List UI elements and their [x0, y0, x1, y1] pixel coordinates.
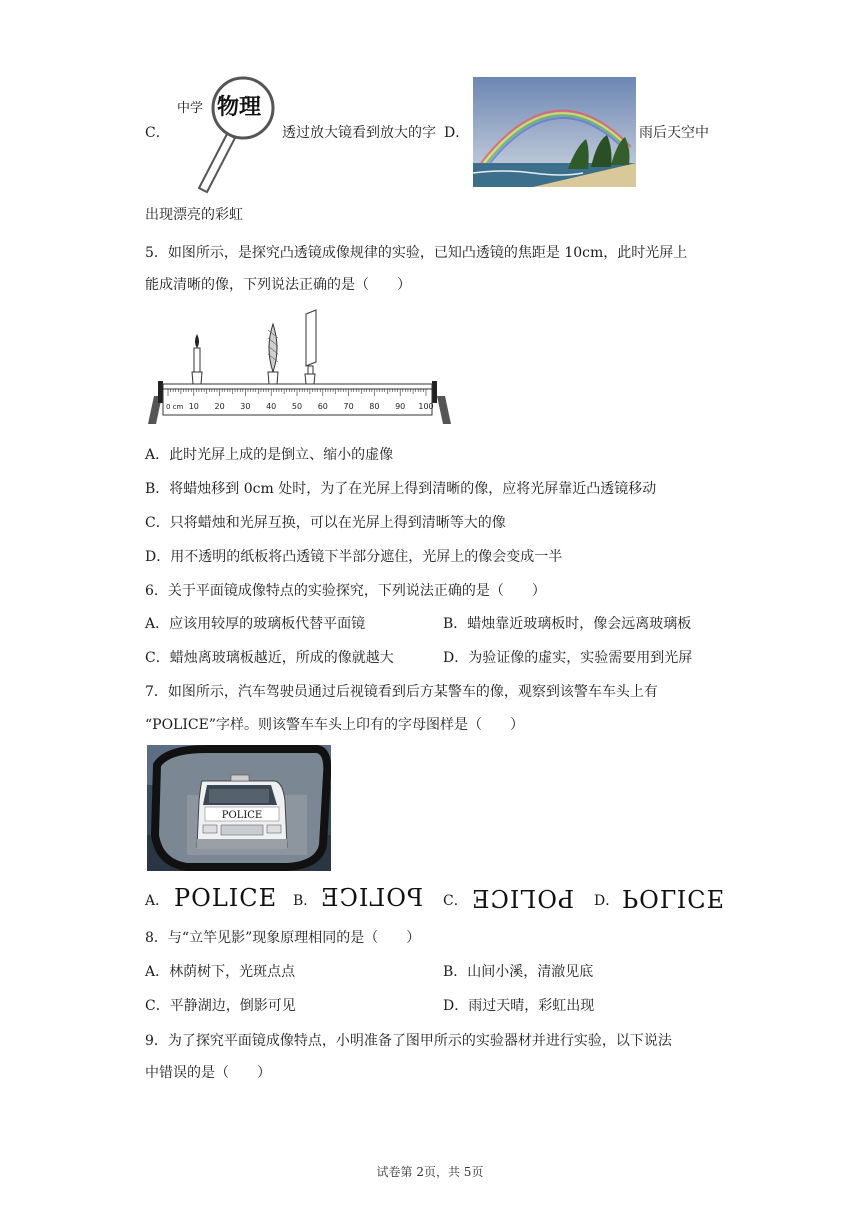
ruler-tick-label: 90 [395, 402, 406, 411]
ruler-tick-label: 40 [266, 402, 277, 411]
q9-stem-line-2: 中错误的是（ ） [145, 1065, 271, 1081]
q5-option-b: B．将蜡烛移到 0cm 处时，为了在光屏上得到清晰的像，应将光屏靠近凸透镜移动 [145, 481, 657, 497]
q4-option-d-caption-2: 出现漂亮的彩虹 [145, 207, 243, 223]
ruler-tick-label: 60 [317, 402, 328, 411]
q5-option-c: C．只将蜡烛和光屏互换，可以在光屏上得到清晰等大的像 [145, 515, 506, 531]
q8-option-d: D．雨过天晴，彩虹出现 [443, 998, 595, 1014]
q7-option-a-word: POLICE [174, 884, 278, 912]
q7-option-d-label: D． [594, 893, 620, 909]
q9-stem-line-1: 9．为了探究平面镜成像特点，小明准备了图甲所示的实验器材并进行实验，以下说法 [145, 1033, 672, 1049]
optical-bench-diagram [148, 308, 453, 428]
ruler-tick-label: 80 [369, 402, 380, 411]
q4-option-c-label: C． [145, 125, 170, 141]
q6-option-a: A．应该用较厚的玻璃板代替平面镜 [145, 616, 366, 632]
q6-option-b: B．蜡烛靠近玻璃板时，像会远离玻璃板 [443, 616, 692, 632]
q6-option-d: D．为验证像的虚实，实验需要用到光屏 [443, 650, 693, 666]
q8-option-a: A．林荫树下，光斑点点 [145, 964, 296, 980]
q5-stem-line-1: 5．如图所示，是探究凸透镜成像规律的实验，已知凸透镜的焦距是 10cm，此时光屏上 [145, 245, 688, 261]
q8-stem: 8．与“立竿见影”现象原理相同的是（ ） [145, 930, 421, 946]
ruler-tick-label: 20 [214, 402, 225, 411]
ruler-unit-label: 0 cm [166, 403, 184, 411]
magnifier-small-text: 中学 [177, 101, 204, 116]
ruler-tick-label: 100 [418, 402, 434, 411]
q5-option-d: D．用不透明的纸板将凸透镜下半部分遮住，光屏上的像会变成一半 [145, 549, 563, 565]
page-footer: 试卷第 2页，共 5页 [376, 1165, 484, 1179]
q8-option-b: B．山间小溪，清澈见底 [443, 964, 594, 980]
q8-option-c: C．平静湖边，倒影可见 [145, 998, 296, 1014]
light-screen [305, 310, 316, 384]
q7-option-b-label: B． [293, 893, 318, 909]
q4-option-c-caption: 透过放大镜看到放大的字 [282, 125, 436, 141]
q4-option-d-label: D． [444, 125, 470, 141]
rearview-mirror-photo [147, 745, 331, 871]
q7-option-b-word: POLICE [320, 884, 424, 912]
q7-option-d-word: POLICE [622, 884, 726, 912]
q5-stem-line-2: 能成清晰的像，下列说法正确的是（ ） [145, 277, 411, 293]
q6-stem: 6．关于平面镜成像特点的实验探究，下列说法正确的是（ ） [145, 583, 546, 599]
q7-option-c-label: C． [443, 893, 468, 909]
magnifier-image [165, 74, 280, 194]
q7-stem-line-2: “POLICE”字样。则该警车车头上印有的字母图样是（ ） [145, 717, 524, 733]
van-police-text: POLICE [221, 810, 263, 821]
ruler-tick-label: 70 [343, 402, 354, 411]
rainbow-photo [473, 77, 636, 187]
q5-option-a: A．此时光屏上成的是倒立、缩小的虚像 [145, 447, 394, 463]
ruler-tick-label: 10 [188, 402, 199, 411]
q7-option-c-word: POLICE [471, 884, 575, 912]
ruler-tick-label: 30 [240, 402, 251, 411]
q7-stem-line-1: 7．如图所示，汽车驾驶员通过后视镜看到后方某警车的像，观察到该警车车头上有 [145, 684, 658, 700]
magnifier-big-text: 物理 [217, 95, 262, 120]
convex-lens [268, 324, 278, 384]
q4-option-d-caption-1: 雨后天空中 [639, 125, 709, 141]
candle [192, 334, 202, 384]
q7-option-a-label: A． [145, 893, 170, 909]
q6-option-c: C．蜡烛离玻璃板越近，所成的像就越大 [145, 650, 394, 666]
ruler-tick-label: 50 [291, 402, 303, 411]
